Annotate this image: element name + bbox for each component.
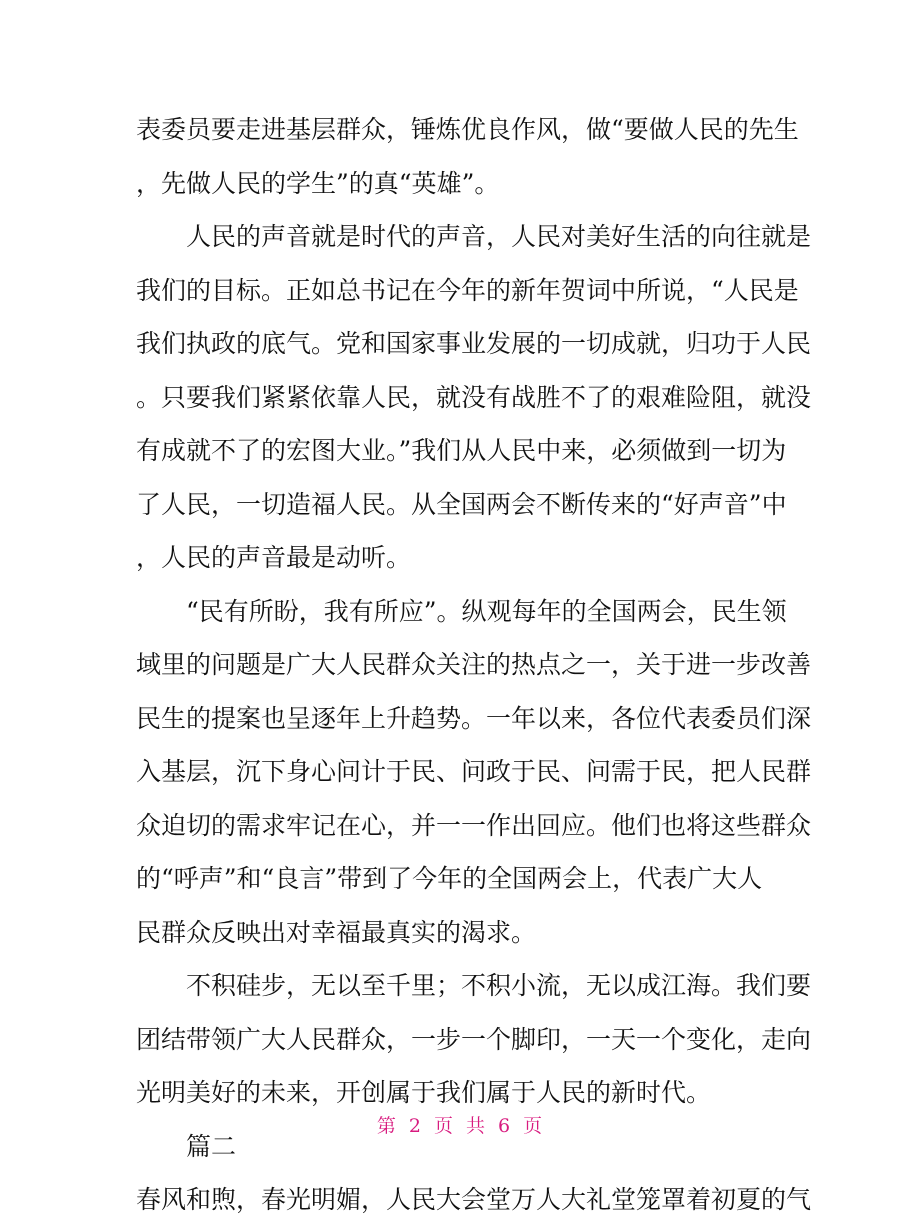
text-line: 。只要我们紧紧依靠人民，就没有战胜不了的艰难险阻，就没: [136, 382, 812, 412]
text-line: ，先做人民的学生”的真“英雄”。: [136, 168, 500, 198]
text-line: ，人民的声音最是动听。: [136, 543, 412, 572]
text-line: 我们的目标。正如总书记在今年的新年贺词中所说，“人民是: [136, 275, 799, 305]
paragraph-start-line: “民有所盼，我有所应”。纵观每年的全国两会，民生领: [186, 596, 787, 626]
text-line: 团结带领广大人民群众，一步一个脚印，一天一个变化，走向: [136, 1024, 812, 1054]
text-line: 众迫切的需求牢记在心，并一一作出回应。他们也将这些群众: [136, 810, 812, 840]
text-line: 了人民，一切造福人民。从全国两会不断传来的“好声音”中: [136, 489, 787, 519]
text-line: 光明美好的未来，开创属于我们属于人民的新时代。: [136, 1078, 712, 1107]
text-line: 入基层，沉下身心问计于民、问政于民、问需于民，把人民群: [136, 757, 812, 786]
paragraph-start-line: 不积硅步，无以至千里；不积小流，无以成江海。我们要: [186, 971, 812, 1000]
paragraph-start-line: 人民的声音就是时代的声音，人民对美好生活的向往就是: [186, 222, 812, 251]
document-body: [136, 103, 812, 1227]
text-line: 域里的问题是广大人民群众关注的热点之一，关于进一步改善: [136, 650, 812, 679]
footer-prefix: 第: [376, 1115, 397, 1137]
text-line: 春风和煦，春光明媚，人民大会堂万人大礼堂笼罩着初夏的气: [136, 1185, 812, 1214]
text-line: 我们执政的底气。党和国家事业发展的一切成就，归功于人民: [136, 329, 812, 358]
text-line: 民生的提案也呈逐年上升趋势。一年以来，各位代表委员们深: [136, 703, 812, 733]
footer-current-page: 2: [408, 1115, 422, 1137]
footer-total-pages: 6: [498, 1115, 512, 1137]
page-footer: [0, 1111, 920, 1138]
footer-page-word: 页: [433, 1115, 454, 1137]
section-heading: 篇二: [186, 1131, 237, 1161]
text-line: 民群众反映出对幸福最真实的渴求。: [136, 917, 537, 947]
text-line: 有成就不了的宏图大业。”我们从人民中来，必须做到一切为: [136, 436, 787, 465]
text-line: 表委员要走进基层群众，锤炼优良作风，做“要做人民的先生: [136, 115, 799, 144]
footer-suffix: 页: [523, 1115, 544, 1137]
text-line: 的“呼声”和“良言”带到了今年的全国两会上，代表广大人: [136, 864, 763, 893]
footer-total-word: 共: [466, 1115, 487, 1137]
